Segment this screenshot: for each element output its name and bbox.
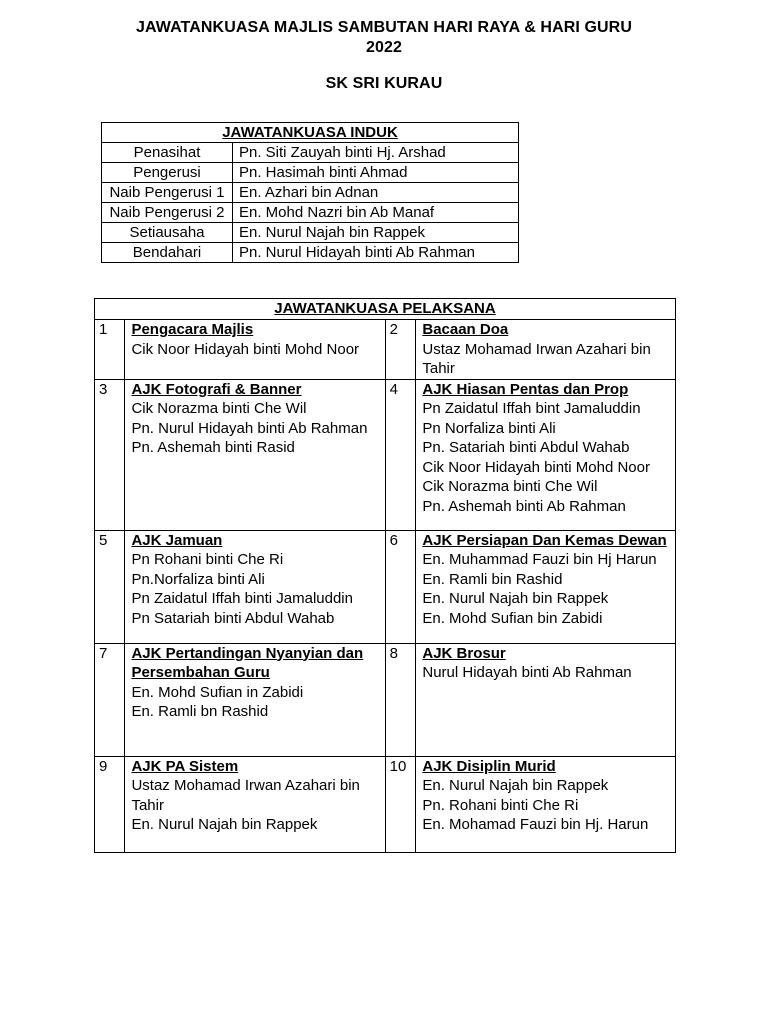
committee-member: En. Mohamad Fauzi bin Hj. Harun [422,816,649,833]
table-row [102,243,519,263]
committee-member: Pn Rohani binti Che Ri [131,551,284,568]
table-row [95,756,676,852]
committee-member: Cik Noor Hidayah binti Mohd Noor [422,458,650,476]
committee-cell [125,320,385,380]
name-cell: Pn. Hasimah binti Ahmad [233,163,519,183]
item-number: 2 [385,320,416,380]
committee-member: Pn. Ashemah binti Rasid [131,439,295,456]
table-row [102,143,519,163]
table-row [102,163,519,183]
table-row [102,223,519,243]
item-number: 5 [95,530,125,643]
document-year: 2022 [366,39,402,56]
role-cell: Pengerusi [102,163,233,183]
role-cell: Setiausaha [102,223,233,243]
pelaksana-table [94,298,676,853]
committee-title: AJK Disiplin Murid [422,757,556,775]
committee-member: Cik Norazma binti Che Wil [422,478,598,495]
name-cell: Pn. Siti Zauyah binti Hj. Arshad [233,143,519,163]
item-number: 1 [95,320,125,380]
committee-member: En. Nurul Najah bin Rappek [131,816,318,833]
role-cell: Naib Pengerusi 2 [102,203,233,223]
item-number: 7 [95,643,125,756]
committee-cell [125,756,385,852]
committee-member: Cik Noor Hidayah binti Mohd Noor [131,340,360,358]
committee-member: Ustaz Mohamad Irwan Azahari bin Tahir [422,340,651,377]
role-cell: Penasihat [102,143,233,163]
committee-member: Pn. Ashemah binti Ab Rahman [422,497,626,515]
name-cell: En. Mohd Nazri bin Ab Manaf [233,203,519,223]
induk-table-title: JAWATANKUASA INDUK [102,123,519,143]
committee-member: Pn Satariah binti Abdul Wahab [131,609,335,627]
table-row [95,379,676,530]
committee-cell [416,756,676,852]
committee-member: Pn Zaidatul Iffah bint Jamaluddin [422,400,641,417]
committee-title: AJK Pertandingan Nyanyian dan Persembahan Guru [131,644,364,681]
committee-member: Cik Norazma binti Che Wil [131,400,307,417]
role-cell: Naib Pengerusi 1 [102,183,233,203]
committee-cell [125,530,385,643]
committee-cell [416,379,676,530]
induk-table [101,122,519,263]
committee-title: AJK Fotografi & Banner [131,380,302,398]
table-row [95,320,676,380]
committee-member: Pn. Satariah binti Abdul Wahab [422,439,630,456]
committee-title: AJK Hiasan Pentas dan Prop [422,380,629,398]
committee-title: AJK PA Sistem [131,757,239,775]
committee-member: Pn Zaidatul Iffah binti Jamaluddin [131,590,353,607]
role-cell: Bendahari [102,243,233,263]
item-number: 8 [385,643,416,756]
committee-cell [125,379,385,530]
committee-member: Nurul Hidayah binti Ab Rahman [422,664,632,681]
committee-member: En. Ramli bin Rashid [422,570,563,588]
committee-cell [416,320,676,380]
committee-member: Pn.Norfaliza binti Ali [131,570,265,588]
table-row [102,183,519,203]
committee-member: Pn. Nurul Hidayah binti Ab Rahman [131,419,368,437]
document-title: JAWATANKUASA MAJLIS SAMBUTAN HARI RAYA & HARI GURU [136,19,632,36]
name-cell: En. Azhari bin Adnan [233,183,519,203]
committee-member: En. Ramli bn Rashid [131,703,269,720]
committee-title: Pengacara Majlis [131,321,254,338]
name-cell: En. Nurul Najah bin Rappek [233,223,519,243]
committee-member: En. Nurul Najah bin Rappek [422,590,609,607]
table-row [95,530,676,643]
committee-cell [125,643,385,756]
committee-member: En. Nurul Najah bin Rappek [422,777,609,794]
item-number: 6 [385,530,416,643]
committee-member: En. Mohd Sufian in Zabidi [131,683,304,701]
committee-cell [416,643,676,756]
item-number: 3 [95,379,125,530]
committee-member: Pn. Rohani binti Che Ri [422,796,579,814]
table-row [95,643,676,756]
committee-member: Pn Norfaliza binti Ali [422,419,556,437]
committee-title: AJK Jamuan [131,531,223,549]
committee-member: En. Mohd Sufian bin Zabidi [422,609,603,627]
pelaksana-table-title: JAWATANKUASA PELAKSANA [95,299,676,320]
committee-member: Ustaz Mohamad Irwan Azahari bin Tahir [131,777,360,814]
school-name: SK SRI KURAU [325,75,443,92]
committee-title: Bacaan Doa [422,321,509,338]
committee-title: AJK Persiapan Dan Kemas Dewan [422,531,667,549]
item-number: 9 [95,756,125,852]
name-cell: Pn. Nurul Hidayah binti Ab Rahman [233,243,519,263]
committee-member: En. Muhammad Fauzi bin Hj Harun [422,551,657,568]
committee-cell [416,530,676,643]
item-number: 10 [385,756,416,852]
table-row [102,203,519,223]
item-number: 4 [385,379,416,530]
committee-title: AJK Brosur [422,644,506,662]
